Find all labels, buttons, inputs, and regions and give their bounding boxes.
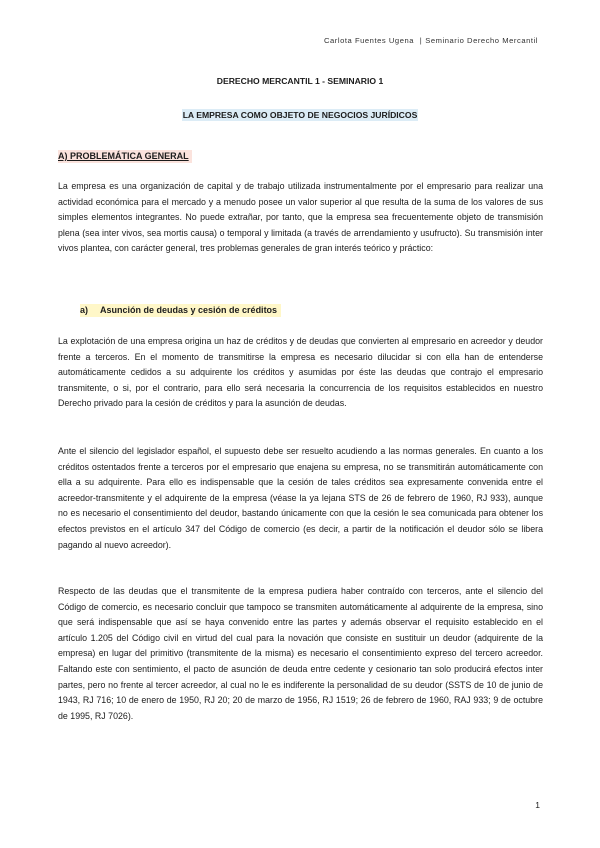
body-paragraph-3: Respecto de las deudas que el transmitente de la empresa pudiera haber contraído con terceros, ante el silencio del Código de comercio, es necesario concluir que tampoco se transmiten automáticamente al adquirente de la empresa, sino que será indispensable que así se haya convenido entre las partes y además observar el requisito establecido en el artículo 1.205 del Código civil en virtud del cual para la novación que consiste en sustituir un deudor (adquirente de la empresa) en lugar del primitivo (transmitente de la misma) es necesario el consentimiento expreso del tercero acreedor. Faltando este con sentimiento, el pacto de asunción de deuda entre cedente y cesionario tan solo producirá efectos inter partes, pero no frente al tercer acreedor, al cual no le es indiferente la personalidad de su deudor (SSTS de 10 de junio de 1943, RJ 716; 10 de enero de 1950, RJ 20; 20 de marzo de 1956, RJ 1519; 26 de febrero de 1960, RAJ 933; 9 de octubre de 1995, RJ 7026). bbox=[58, 586, 543, 721]
body-paragraph-1: La explotación de una empresa origina un haz de créditos y de deudas que convierten al empresario en acreedor y deudor frente a terceros. En el momento de transmitirse la empresa es necesario dilucidar si con ella han de entenderse automáticamente cedidos a su adquirente los créditos y asumidas por éste las deudas que contrajo el empresario transmitente, o si, por el contrario, para ello será necesaria la concurrencia de los requisitos establecidos en nuestro Derecho privado para la cesión de créditos y para la asunción de deudas. bbox=[58, 336, 543, 409]
subsection-letter: a) bbox=[80, 305, 89, 315]
intro-paragraph: La empresa es una organización de capital y de trabajo utilizada instrumentalmente por el empresario para realizar una actividad económica para el mercado y a menudo posee un valor superior al que resulta de la suma de los valores de sus simples elementos integrantes. No puede extrañar, por tanto, que la empresa sea frecuentemente objeto de transmisión plena (sea inter vivos, sea mortis causa) o temporal y limitada (a través de arrendamiento y usufructo). Su transmisión inter vivos plantea, con carácter general, tres problemas generales de gran interés teórico y práctico: bbox=[58, 181, 543, 254]
section-heading-text: A) PROBLEMÁTICA GENERAL bbox=[58, 151, 189, 161]
page-number: 1 bbox=[535, 800, 540, 810]
running-header bbox=[324, 36, 538, 45]
section-heading bbox=[58, 150, 192, 163]
header-author: Carlota Fuentes Ugena bbox=[323, 36, 415, 45]
body-paragraph-2: Ante el silencio del legislador español, el supuesto debe ser resuelto acudiendo a las normas generales. En cuanto a los créditos ostentados frente a terceros por el empresario que enajena su empresa, no se transmitirán automáticamente con ella a su adquirente. Para ello es indispensable que la cesión de tales créditos sea expresamente convenida entre el acreedor-transmitente y el adquirente de la empresa (véase la ya lejana STS de 26 de febrero de 1960, RJ 933), aunque no es necesario el consentimiento del deudor, bastando únicamente con que la cesión le sea comunicada para obtener los efectos previstos en el artículo 347 del Código de comercio (es decir, a partir de la notificación el deudor sólo se libera pagando al nuevo acreedor). bbox=[58, 446, 543, 550]
subsection-heading bbox=[80, 304, 281, 317]
document-title: DERECHO MERCANTIL 1 - SEMINARIO 1 bbox=[216, 76, 384, 86]
document-subtitle-wrap bbox=[0, 105, 600, 123]
header-course: Seminario Derecho Mercantil bbox=[425, 36, 538, 45]
header-separator: | bbox=[419, 36, 423, 45]
document-subtitle: LA EMPRESA COMO OBJETO DE NEGOCIOS JURÍDICOS bbox=[182, 110, 418, 120]
subsection-heading-text: Asunción de deudas y cesión de créditos bbox=[100, 305, 278, 315]
